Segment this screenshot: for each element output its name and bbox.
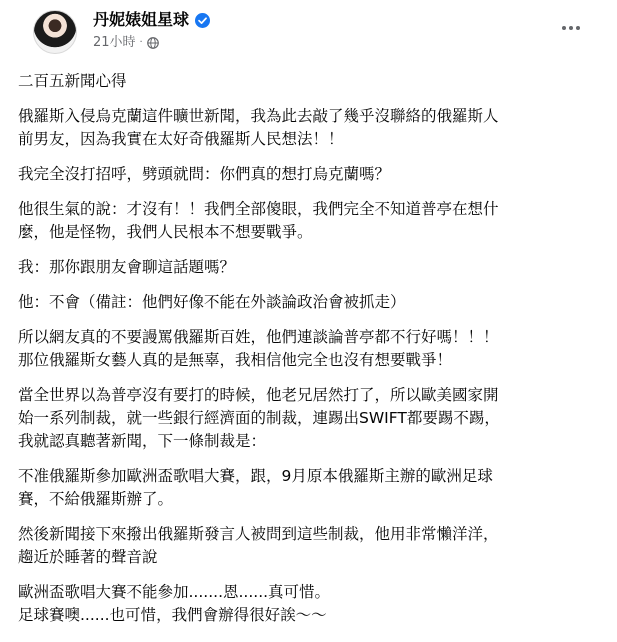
post-paragraph: [18, 105, 603, 151]
post-meta: [93, 35, 159, 51]
author-name[interactable]: 丹妮婊姐星球: [93, 10, 190, 29]
paragraph-line: 所以網友真的不要謾罵俄羅斯百姓，他們連談論普亭都不行好嗎！！！: [18, 328, 499, 346]
post-paragraph: [18, 523, 603, 569]
post-paragraph: [18, 291, 603, 314]
paragraph-line: 始一系列制裁，就一些銀行經濟面的制裁，連踢出SWIFT都要踢不踢，: [18, 409, 500, 427]
post-paragraph: [18, 581, 603, 627]
avatar[interactable]: [33, 10, 77, 54]
paragraph-line: 賽，不給俄羅斯辦了。: [18, 490, 174, 508]
more-options-button[interactable]: [555, 16, 587, 40]
paragraph-line: 我就認真聽著新聞，下一條制裁是：: [18, 432, 267, 450]
post-text: [18, 70, 603, 639]
verified-badge-icon: [195, 13, 210, 28]
meta-separator: ·: [139, 37, 143, 48]
paragraph-line: 不准俄羅斯參加歐洲盃歌唱大賽，跟，9月原本俄羅斯主辦的歐洲足球: [18, 467, 493, 485]
paragraph-line: 那位俄羅斯女藝人真的是無辜，我相信他完全也沒有想要戰爭！: [18, 351, 453, 369]
paragraph-line: 當全世界以為普亭沒有要打的時候，他老兄居然打了，所以歐美國家開: [18, 386, 499, 404]
paragraph-line: 我：那你跟朋友會聊這話題嗎？: [18, 258, 236, 276]
post-paragraph: [18, 384, 603, 453]
paragraph-line: 他：不會（備註：他們好像不能在外談論政治會被抓走）: [18, 293, 406, 311]
paragraph-line: 趨近於睡著的聲音說: [18, 548, 158, 566]
more-horizontal-icon: [562, 26, 566, 30]
post-paragraph: [18, 256, 603, 279]
paragraph-line: 二百五新聞心得: [18, 72, 127, 90]
paragraph-line: 麼，他是怪物，我們人民根本不想要戰爭。: [18, 223, 313, 241]
post-paragraph: [18, 326, 603, 372]
paragraph-line: 他很生氣的說：才沒有！！我們全部傻眼，我們完全不知道普亭在想什: [18, 200, 499, 218]
post-paragraph: [18, 465, 603, 511]
paragraph-line: 俄羅斯入侵烏克蘭這件曠世新聞，我為此去敲了幾乎沒聯絡的俄羅斯人: [18, 107, 499, 125]
globe-icon[interactable]: [147, 37, 159, 49]
post-header: [18, 0, 601, 62]
paragraph-line: 前男友，因為我實在太好奇俄羅斯人民想法！！: [18, 130, 344, 148]
paragraph-line: 歐洲盃歌唱大賽不能參加.......恩......真可惜。: [18, 583, 331, 601]
post-paragraph: [18, 163, 603, 186]
post-headline: [18, 70, 603, 93]
paragraph-line: 足球賽噢......也可惜，我們會辦得很好誒～～: [18, 606, 327, 624]
post-timestamp[interactable]: 21小時: [93, 35, 136, 50]
paragraph-line: 我完全沒打招呼，劈頭就問：你們真的想打烏克蘭嗎？: [18, 165, 391, 183]
paragraph-line: 然後新聞接下來撥出俄羅斯發言人被問到這些制裁，他用非常懶洋洋，: [18, 525, 499, 543]
post-paragraph: [18, 198, 603, 244]
author-row: [93, 10, 210, 30]
